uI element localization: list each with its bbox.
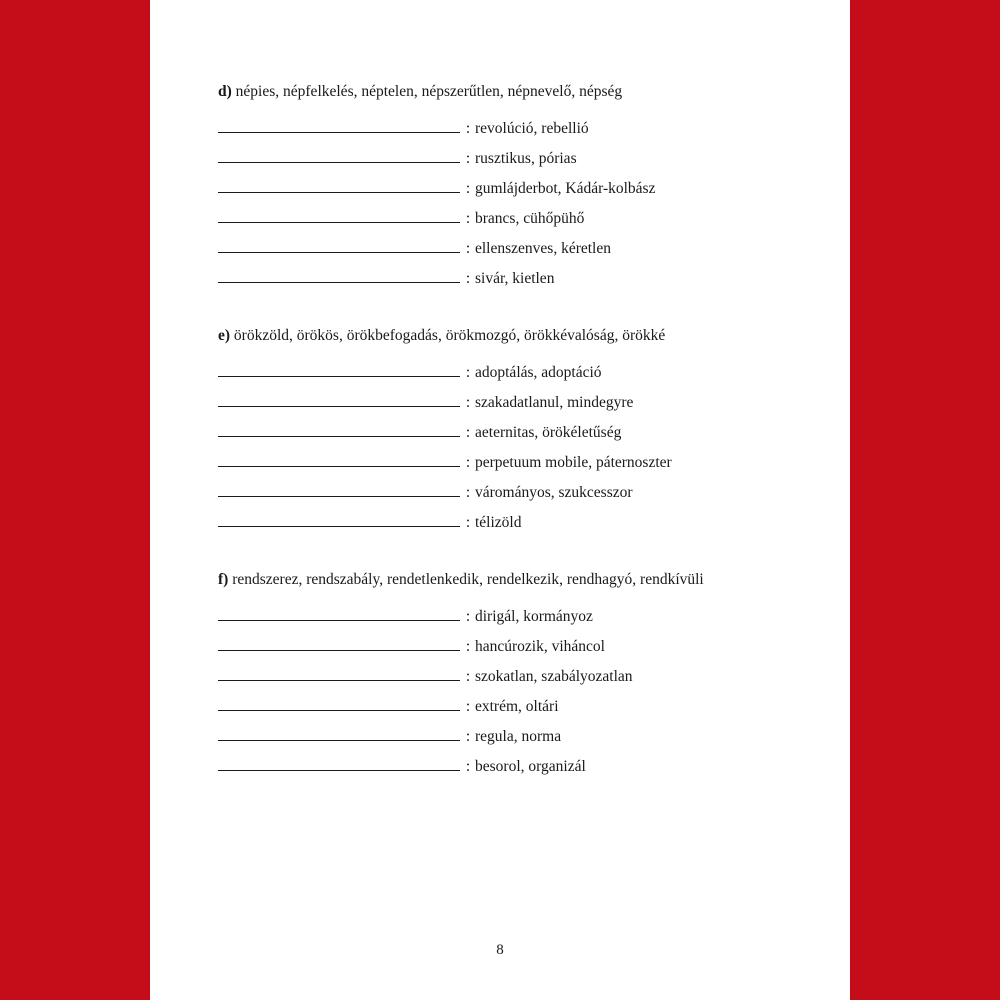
answer-blank[interactable] <box>218 375 460 377</box>
answer-row: : besorol, organizál <box>218 746 818 776</box>
answer-blank[interactable] <box>218 679 460 681</box>
page-number: 8 <box>496 942 504 958</box>
section-heading <box>218 326 818 346</box>
answer-row: : rusztikus, pórias <box>218 138 818 168</box>
answer-row: : gumlájderbot, Kádár-kolbász <box>218 168 818 198</box>
section-letter: f) <box>218 571 229 588</box>
synonym-hint: extrém, oltári <box>475 698 559 715</box>
synonym-hint: perpetuum mobile, páternoszter <box>475 454 672 471</box>
synonym-hint: szakadatlanul, mindegyre <box>475 394 634 411</box>
synonym-hint: aeternitas, örökéletűség <box>475 424 622 441</box>
answer-row: : sivár, kietlen <box>218 258 818 288</box>
synonym-hint: sivár, kietlen <box>475 270 555 287</box>
answer-blank[interactable] <box>218 191 460 193</box>
workbook-page <box>150 0 850 1000</box>
answer-row: : szokatlan, szabályozatlan <box>218 656 818 686</box>
answer-blank[interactable] <box>218 769 460 771</box>
answer-row: : adoptálás, adoptáció <box>218 352 818 382</box>
synonym-hint: regula, norma <box>475 728 562 745</box>
synonym-hint: gumlájderbot, Kádár-kolbász <box>475 180 656 197</box>
answer-blank[interactable] <box>218 495 460 497</box>
answer-row: : regula, norma <box>218 716 818 746</box>
answer-blank[interactable] <box>218 739 460 741</box>
answer-row: : brancs, cühőpühő <box>218 198 818 228</box>
answer-blank[interactable] <box>218 619 460 621</box>
synonym-hint: várományos, szukcesszor <box>475 484 633 501</box>
synonym-hint: revolúció, rebellió <box>475 120 589 137</box>
section-letter: e) <box>218 327 231 344</box>
answer-rows <box>218 352 818 532</box>
answer-row: : perpetuum mobile, páternoszter <box>218 442 818 472</box>
answer-blank[interactable] <box>218 525 460 527</box>
answer-rows <box>218 596 818 776</box>
section-heading <box>218 82 818 102</box>
answer-blank[interactable] <box>218 405 460 407</box>
synonym-hint: brancs, cühőpühő <box>475 210 585 227</box>
word-list: örökzöld, örökös, örökbefogadás, örökmozgó, örökkévalóság, örökké <box>233 327 666 344</box>
section-letter: d) <box>218 83 232 100</box>
answer-blank[interactable] <box>218 281 460 283</box>
answer-row: : revolúció, rebellió <box>218 108 818 138</box>
answer-blank[interactable] <box>218 161 460 163</box>
answer-blank[interactable] <box>218 221 460 223</box>
exercise-section-d <box>218 82 818 288</box>
answer-blank[interactable] <box>218 435 460 437</box>
answer-row: : télizöld <box>218 502 818 532</box>
word-list: rendszerez, rendszabály, rendetlenkedik, rendelkezik, rendhagyó, rendkívüli <box>232 571 704 588</box>
synonym-hint: dirigál, kormányoz <box>475 608 593 625</box>
answer-row: : extrém, oltári <box>218 686 818 716</box>
answer-blank[interactable] <box>218 465 460 467</box>
exercise-section-f <box>218 570 818 776</box>
section-heading <box>218 570 818 590</box>
answer-blank[interactable] <box>218 131 460 133</box>
answer-blank[interactable] <box>218 709 460 711</box>
answer-row: : várományos, szukcesszor <box>218 472 818 502</box>
answer-row: : hancúrozik, viháncol <box>218 626 818 656</box>
answer-row: : aeternitas, örökéletűség <box>218 412 818 442</box>
answer-row: : dirigál, kormányoz <box>218 596 818 626</box>
answer-blank[interactable] <box>218 649 460 651</box>
answer-rows <box>218 108 818 288</box>
answer-row: : szakadatlanul, mindegyre <box>218 382 818 412</box>
synonym-hint: szokatlan, szabályozatlan <box>475 668 633 685</box>
answer-row: : ellenszenves, kéretlen <box>218 228 818 258</box>
word-list: népies, népfelkelés, néptelen, népszerűtlen, népnevelő, népség <box>235 83 623 100</box>
synonym-hint: télizöld <box>475 514 522 531</box>
synonym-hint: ellenszenves, kéretlen <box>475 240 611 257</box>
synonym-hint: rusztikus, pórias <box>475 150 577 167</box>
exercise-section-e <box>218 326 818 532</box>
answer-blank[interactable] <box>218 251 460 253</box>
synonym-hint: adoptálás, adoptáció <box>475 364 602 381</box>
synonym-hint: besorol, organizál <box>475 758 586 775</box>
synonym-hint: hancúrozik, viháncol <box>475 638 605 655</box>
